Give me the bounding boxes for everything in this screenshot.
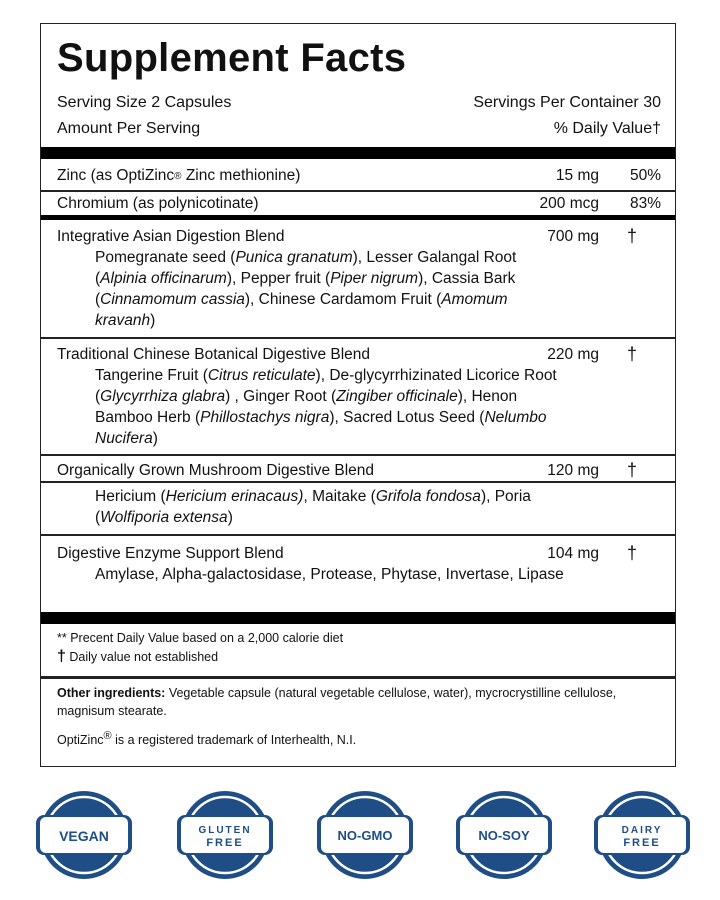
footnote-percent-dv: ** Precent Daily Value based on a 2,000 calorie diet bbox=[57, 631, 344, 645]
nutrient-name: Chromium (as polynicotinate) bbox=[57, 195, 259, 212]
svg-text:VEGAN: VEGAN bbox=[59, 828, 109, 844]
blend-amount: 220 mg bbox=[547, 346, 599, 363]
blend-amount: 104 mg bbox=[547, 545, 599, 562]
nutrient-name: Zinc (as OptiZinc® Zinc methionine) bbox=[57, 167, 301, 184]
dagger-mark: † bbox=[626, 226, 637, 246]
nutrient-dv: 83% bbox=[629, 195, 661, 212]
blend-ingredients: Pomegranate seed (Punica granatum), Lesser Galangal Root (Alpinia officinarum), Pepper fruit (Piper nigrum), Cassia Bark (Cinnamomum cassia), Chinese Cardamom Fruit (Amomum kravanh) bbox=[95, 249, 517, 329]
divider bbox=[41, 534, 675, 536]
gluten-free-badge-icon bbox=[173, 787, 277, 883]
vegan-badge-icon bbox=[32, 787, 136, 883]
serving-size: Serving Size 2 Capsules bbox=[57, 94, 232, 111]
divider bbox=[41, 190, 675, 192]
svg-text:DAIRY: DAIRY bbox=[621, 825, 663, 836]
blend-name: Digestive Enzyme Support Blend bbox=[57, 545, 284, 562]
badge-no-gmo bbox=[313, 787, 417, 883]
divider bbox=[41, 481, 675, 483]
panel-title: Supplement Facts bbox=[57, 36, 407, 80]
nutrient-amount: 200 mcg bbox=[539, 195, 599, 212]
thick-divider bbox=[41, 612, 675, 624]
nutrient-dv: 50% bbox=[629, 167, 661, 184]
badge-no-soy bbox=[452, 787, 556, 883]
footnote-dagger: † Daily value not established bbox=[57, 648, 219, 665]
svg-text:FREE: FREE bbox=[206, 837, 244, 849]
badge-vegan bbox=[32, 787, 136, 883]
nutrient-amount: 15 mg bbox=[555, 167, 599, 184]
blend-enzyme bbox=[57, 543, 661, 609]
blend-integrative-asian bbox=[57, 226, 661, 336]
badge-gluten-free bbox=[173, 787, 277, 883]
no-soy-badge-icon bbox=[452, 787, 556, 883]
badge-dairy-free bbox=[590, 787, 694, 883]
thick-divider bbox=[41, 147, 675, 159]
dagger-symbol: † bbox=[57, 648, 66, 665]
no-gmo-badge-icon bbox=[313, 787, 417, 883]
blend-ingredients: Tangerine Fruit (Citrus reticulate), De-glycyrrhizinated Licorice Root (Glycyrrhiza glabra) , Ginger Root (Zingiber officinale), Henon Bamboo Herb (Phillostachys nigra), Sacred Lotus Seed (Nelumbo Nucifera) bbox=[95, 367, 557, 447]
blend-amount: 700 mg bbox=[547, 228, 599, 245]
dairy-free-badge-icon bbox=[590, 787, 694, 883]
blend-name: Integrative Asian Digestion Blend bbox=[57, 228, 285, 245]
other-ingredients-label: Other ingredients: bbox=[57, 686, 166, 700]
dagger-mark: † bbox=[626, 460, 637, 480]
blend-ingredients: Hericium (Hericium erinacaus), Maitake (Grifola fondosa), Poria (Wolfiporia extensa) bbox=[95, 488, 531, 526]
divider bbox=[41, 337, 675, 339]
servings-per-container: Servings Per Container 30 bbox=[473, 94, 661, 111]
blend-mushroom bbox=[57, 460, 661, 480]
blend-ingredients: Amylase, Alpha-galactosidase, Protease, Phytase, Invertase, Lipase bbox=[95, 566, 564, 583]
svg-text:GLUTEN: GLUTEN bbox=[198, 825, 252, 836]
svg-text:FREE: FREE bbox=[623, 837, 661, 849]
amount-per-serving: Amount Per Serving bbox=[57, 120, 201, 137]
other-ingredients: Other ingredients: Vegetable capsule (natural vegetable cellulose, water), mycrocrystilline cellulose, magnisum stearate. bbox=[57, 686, 617, 718]
daily-value-header: % Daily Value† bbox=[553, 120, 661, 137]
blend-amount: 120 mg bbox=[547, 462, 599, 479]
blend-name: Organically Grown Mushroom Digestive Blend bbox=[57, 462, 375, 479]
dagger-mark: † bbox=[626, 543, 637, 563]
blend-name: Traditional Chinese Botanical Digestive Blend bbox=[57, 346, 371, 363]
trademark-note: OptiZinc® is a registered trademark of Interhealth, N.I. bbox=[57, 730, 357, 748]
supplement-facts-panel bbox=[40, 23, 676, 767]
divider bbox=[41, 454, 675, 456]
divider bbox=[41, 676, 675, 679]
dagger-mark: † bbox=[626, 344, 637, 364]
svg-text:NO-GMO: NO-GMO bbox=[337, 828, 393, 843]
medium-divider bbox=[41, 215, 675, 220]
blend-mushroom-ingredients bbox=[57, 486, 661, 532]
blend-traditional-chinese bbox=[57, 344, 661, 452]
svg-text:NO-SOY: NO-SOY bbox=[478, 828, 530, 843]
